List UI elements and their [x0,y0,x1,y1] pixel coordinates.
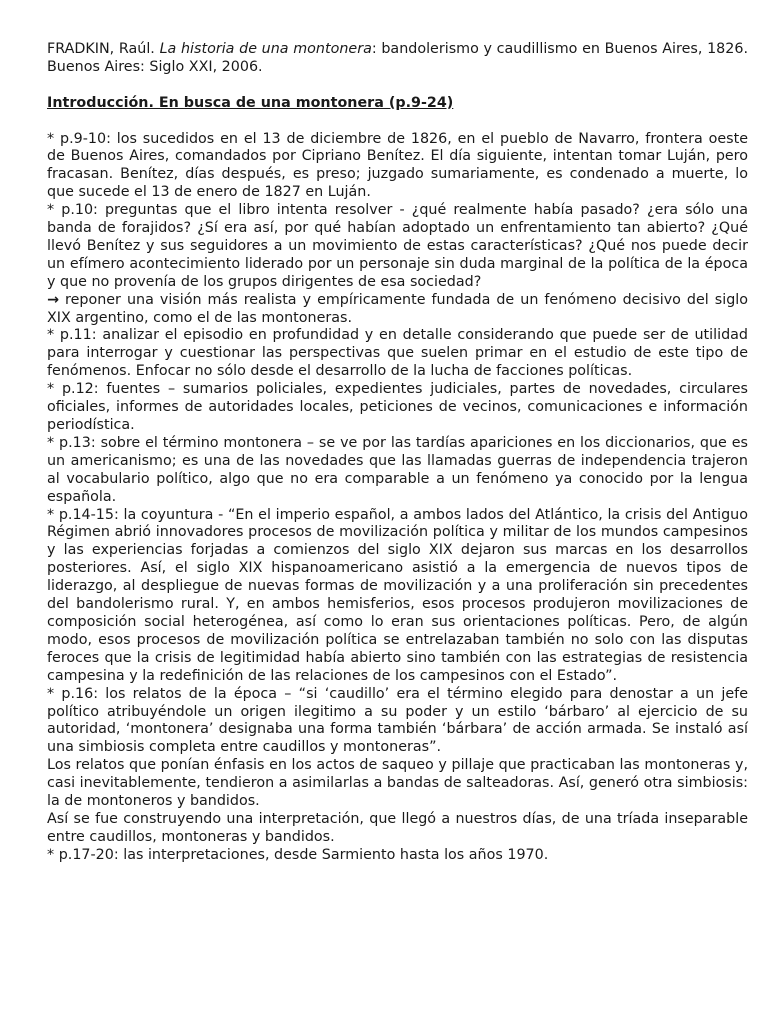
section-heading: Introducción. En busca de una montonera (p.9-24) [47,94,454,111]
citation-title: La historia de una montonera [159,41,372,57]
paragraph-p17-20: * p.17-20: las interpretaciones, desde Sarmiento hasta los años 1970. [47,846,549,863]
citation-author: FRADKIN, Raúl. [47,41,155,57]
paragraph-relatos: Los relatos que ponían énfasis en los actos de saqueo y pillaje que practicaban las montoneras y, casi inevitablemente, tendieron a asimilarlas a bandas de salteadoras. Así, generó otra simbiosis: la de montoneros y bandidos. [47,757,748,810]
paragraph-p9-10: * p.9-10: los sucedidos en el 13 de diciembre de 1826, en el pueblo de Navarro, frontera oeste de Buenos Aires, comandados por Cipriano Benítez. El día siguiente, intentan tomar Luján, pero fracasan. Benítez, días después, es preso; juzgado sumariamente, es condenado a muerte, lo que sucede el 13 de enero de 1827 en Luján. [47,130,748,201]
paragraph-p16: * p.16: los relatos de la época – “si ‘caudillo’ era el término elegido para denostar a un jefe político atribuyéndole un origen ilegitimo a su poder y un estilo ‘bárbaro’ al ejercicio de su autoridad, ‘montonera’ designaba una forma también ‘bárbara’ de acción armada. Se instaló así una simbiosis completa entre caudillos y montoneras”. [47,685,748,756]
paragraph-conclusion [47,292,748,328]
paragraph-p12: * p.12: fuentes – sumarios policiales, expedientes judiciales, partes de novedades, circulares oficiales, informes de autoridades locales, peticiones de vecinos, comunicaciones e información periodística. [47,381,748,433]
citation-details: : bandolerismo y caudillismo en Buenos Aires, 1826. Buenos Aires: Siglo XXI, 2006. [47,41,749,75]
right-arrow-icon: → [47,291,59,308]
bibliographic-citation [47,41,748,77]
paragraph-interpretacion: Así se fue construyendo una interpretación, que llegó a nuestros días, de una tríada inseparable entre caudillos, montoneras y bandidos. [47,810,748,845]
paragraph-p14-15: * p.14-15: la coyuntura - “En el imperio español, a ambos lados del Atlántico, la crisis del Antiguo Régimen abrió innovadores procesos de movilización política y militar de los mundos campesinos y las experiencias forjadas a comienzos del siglo XIX dejaron sus marcas en los desarrollos posteriores. Así, el siglo XIX hispanoamericano asistió a la emergencia de nuevos tipos de liderazgo, al despliegue de nuevas formas de movilización y a una proliferación sin precedentes del bandolerismo rural. Y, en ambos hemisferios, esos procesos produjeron movilizaciones de composición social heterogénea, así como lo eran sus orientaciones políticas. Pero, de algún modo, esos procesos de movilización política se entrelazaban también no solo con las disputas feroces que la crisis de legitimidad había abierto sino también con las estrategias de resistencia campesina y la redefinición de las relaciones de los campesinos con el Estado”. [47,506,748,684]
paragraph-p10: * p.10: preguntas que el libro intenta resolver - ¿qué realmente había pasado? ¿era sólo una banda de forajidos? ¿Sí era así, por qué habían adoptado un enfrentamiento tan abierto? ¿Qué llevó Benítez y sus seguidores a un movimiento de estas características? ¿Qué nos puede decir un efímero acontecimiento liderado por un personaje sin duda marginal de la política de la época y que no provenía de los grupos dirigentes de esa sociedad? [47,202,748,290]
paragraph-p11: * p.11: analizar el episodio en profundidad y en detalle considerando que puede ser de utilidad para interrogar y cuestionar las perspectivas que suelen primar en el estudio de este tipo de fenómenos. Enfocar no sólo desde el desarrollo de la lucha de facciones políticas. [47,327,748,380]
paragraph-conclusion-text: reponer una visión más realista y empíricamente fundada de un fenómeno decisivo del siglo XIX argentino, como el de las montoneras. [47,291,749,326]
paragraph-p13: * p.13: sobre el término montonera – se ve por las tardías apariciones en los diccionarios, que es un americanismo; es una de las novedades que las llamadas guerras de independencia trajeron al vocabulario político, algo que no era comparable a un fenómeno ya conocido por la lengua española. [47,434,748,505]
